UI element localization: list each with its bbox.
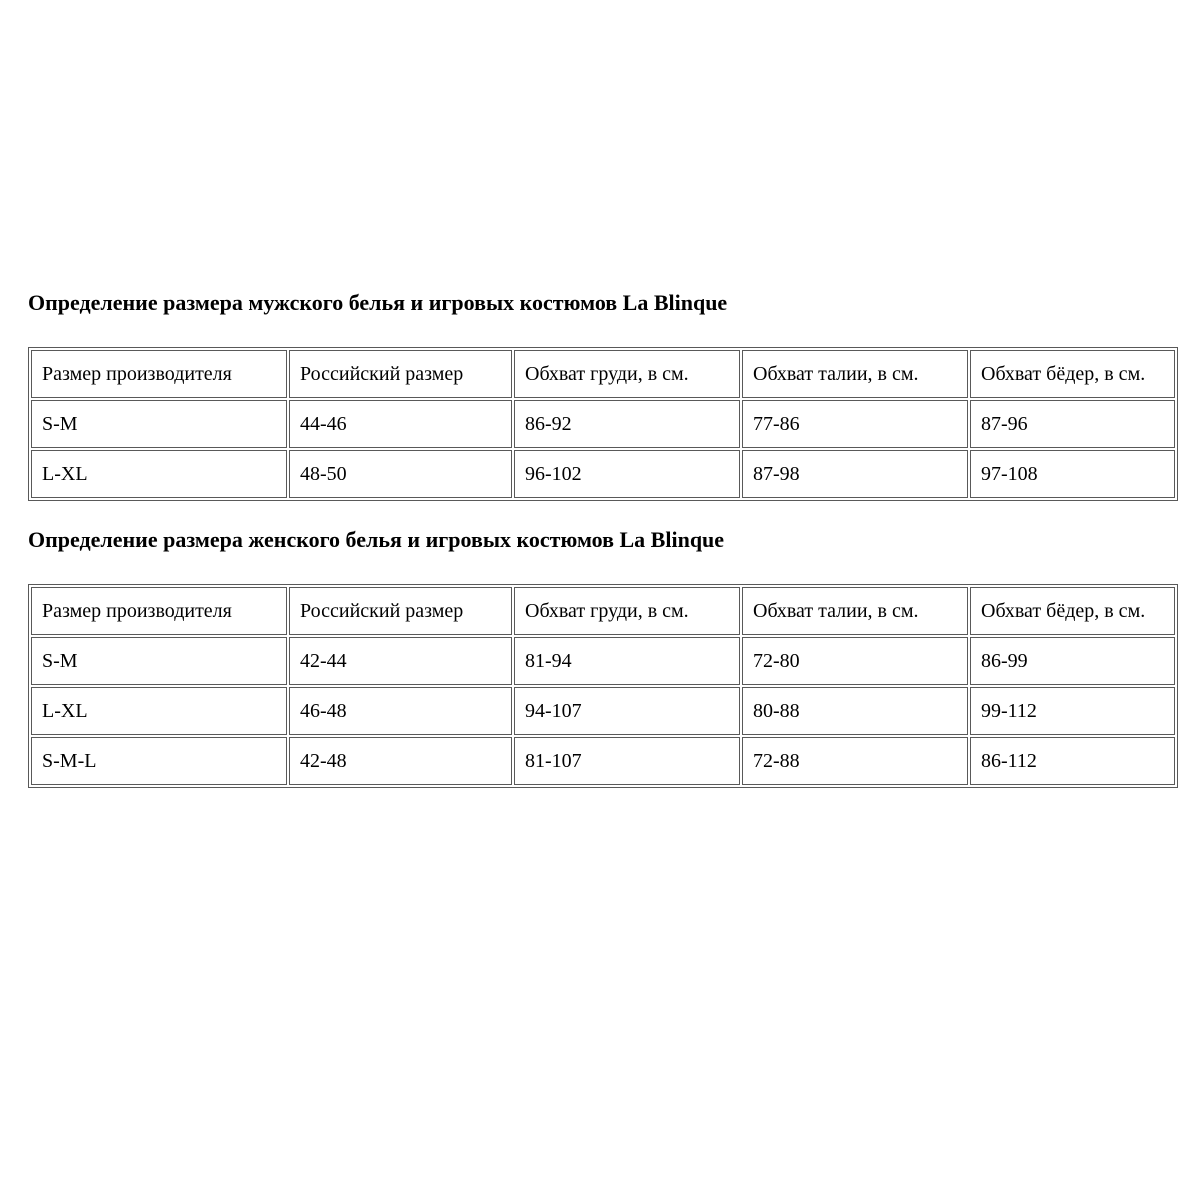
men-sizes-heading: Определение размера мужского белья и игровых костюмов La Blinque	[28, 290, 728, 315]
table-row	[31, 737, 1175, 785]
men-size-table	[28, 347, 1178, 501]
cell-chest: 94-107	[514, 687, 740, 735]
table-row	[31, 400, 1175, 448]
cell-waist: 80-88	[742, 687, 968, 735]
cell-waist: 87-98	[742, 450, 968, 498]
header-cell-chest: Обхват груди, в см.	[514, 350, 740, 398]
cell-hips: 97-108	[970, 450, 1175, 498]
cell-chest: 81-107	[514, 737, 740, 785]
cell-hips: 87-96	[970, 400, 1175, 448]
cell-manufacturer-size: S-M	[31, 400, 287, 448]
cell-manufacturer-size: S-M	[31, 637, 287, 685]
cell-russian-size: 48-50	[289, 450, 512, 498]
cell-waist: 72-88	[742, 737, 968, 785]
header-cell-chest: Обхват груди, в см.	[514, 587, 740, 635]
cell-waist: 77-86	[742, 400, 968, 448]
header-cell-waist: Обхват талии, в см.	[742, 587, 968, 635]
table-row	[31, 450, 1175, 498]
cell-chest: 96-102	[514, 450, 740, 498]
header-cell-hips: Обхват бёдер, в см.	[970, 587, 1175, 635]
header-cell-manufacturer-size: Размер производителя	[31, 350, 287, 398]
cell-waist: 72-80	[742, 637, 968, 685]
header-cell-russian-size: Российский размер	[289, 350, 512, 398]
cell-russian-size: 44-46	[289, 400, 512, 448]
cell-chest: 81-94	[514, 637, 740, 685]
cell-russian-size: 42-48	[289, 737, 512, 785]
cell-manufacturer-size: L-XL	[31, 687, 287, 735]
header-cell-russian-size: Российский размер	[289, 587, 512, 635]
men-table-header-row	[31, 350, 1175, 398]
women-sizes-heading: Определение размера женского белья и игровых костюмов La Blinque	[28, 527, 725, 552]
header-cell-waist: Обхват талии, в см.	[742, 350, 968, 398]
cell-hips: 99-112	[970, 687, 1175, 735]
women-table-header-row	[31, 587, 1175, 635]
cell-manufacturer-size: S-M-L	[31, 737, 287, 785]
cell-hips: 86-112	[970, 737, 1175, 785]
cell-manufacturer-size: L-XL	[31, 450, 287, 498]
cell-hips: 86-99	[970, 637, 1175, 685]
table-row	[31, 637, 1175, 685]
header-cell-manufacturer-size: Размер производителя	[31, 587, 287, 635]
header-cell-hips: Обхват бёдер, в см.	[970, 350, 1175, 398]
cell-russian-size: 42-44	[289, 637, 512, 685]
cell-chest: 86-92	[514, 400, 740, 448]
cell-russian-size: 46-48	[289, 687, 512, 735]
women-size-table	[28, 584, 1178, 788]
table-row	[31, 687, 1175, 735]
